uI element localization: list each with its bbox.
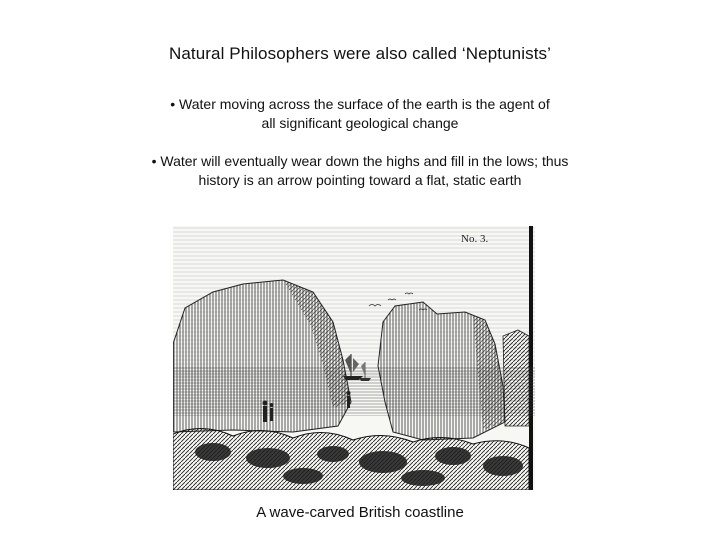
far-cliff [503, 330, 529, 426]
bullet-line: history is an arrow pointing toward a flat, static earth [198, 172, 522, 188]
bullet-flat-earth [60, 152, 660, 190]
coastline-engraving [173, 226, 535, 490]
bullet-water-agent [60, 95, 660, 133]
bullet-line: • Water moving across the surface of the earth is the agent of [170, 96, 550, 112]
engraving-illustration [173, 226, 535, 490]
plate-number: No. 3. [461, 233, 489, 245]
figure-caption: A wave-carved British coastline [256, 504, 464, 521]
bullet-line: all significant geological change [261, 115, 459, 131]
slide-title: Natural Philosophers were also called ‘Neptunists’ [168, 44, 552, 63]
foreground-rocks [173, 428, 529, 490]
bullet-line: • Water will eventually wear down the highs and fill in the lows; thus [151, 153, 569, 169]
frame-edge [529, 226, 533, 490]
